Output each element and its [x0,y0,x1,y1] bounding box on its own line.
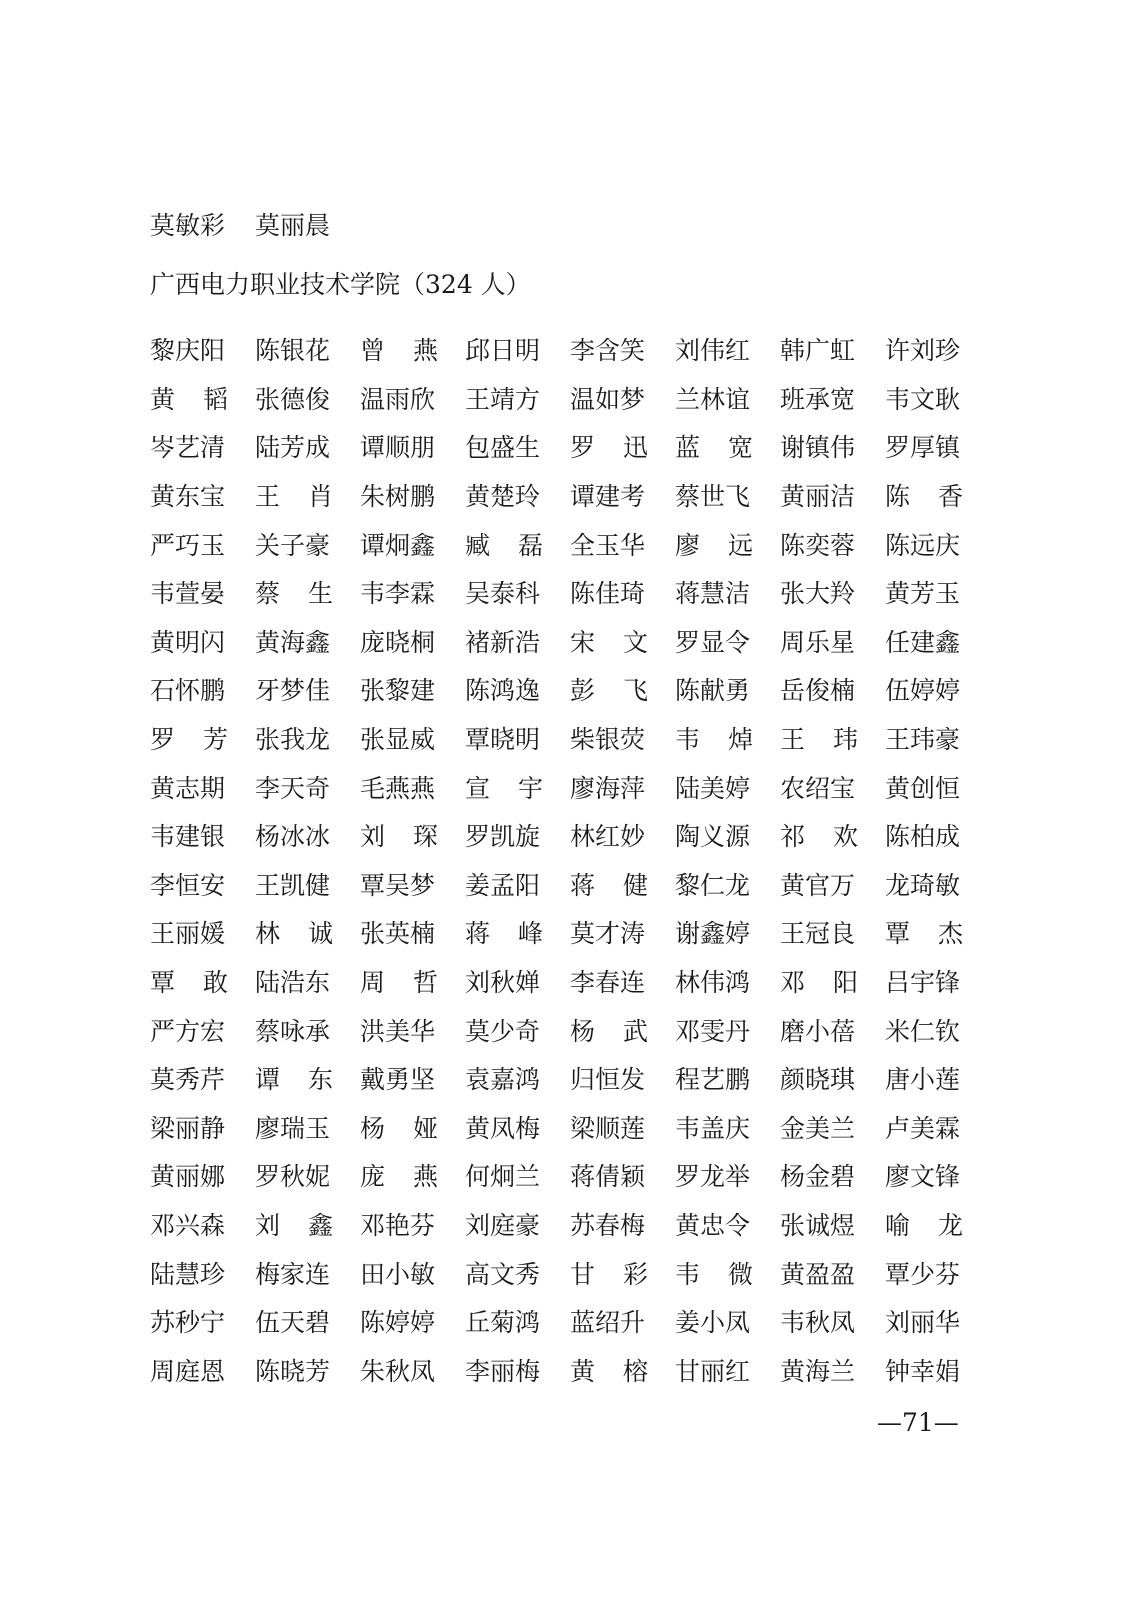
name-row [150,862,970,911]
name-entry: 谭 东 [255,1065,333,1095]
name-entry: 黄丽洁 [780,482,856,512]
name-entry: 卢美霖 [885,1113,961,1143]
name-entry: 黄明闪 [150,627,226,657]
name-entry: 罗秋妮 [255,1162,331,1192]
name-entry: 丘菊鸿 [465,1308,541,1338]
name-entry: 韦建银 [150,822,226,852]
name-entry: 班承宽 [780,384,856,414]
name-entry: 蔡 生 [255,579,333,609]
name-entry: 莫才涛 [570,919,646,949]
name-entry: 颜晓琪 [780,1065,856,1095]
name-entry: 邓兴森 [150,1210,226,1240]
name-entry: 陈银花 [255,336,331,366]
name-entry: 黄志期 [150,773,226,803]
name-row [150,1347,970,1396]
name-entry: 陈 香 [885,482,963,512]
name-entry: 邓雯丹 [675,1016,751,1046]
name-entry: 覃 杰 [885,919,963,949]
name-entry: 黄官万 [780,870,856,900]
name-entry: 归恒发 [570,1065,646,1095]
name-entry: 包盛生 [465,433,541,463]
name-entry: 邓艳芬 [360,1210,436,1240]
name-row [150,521,970,570]
name-entry: 陆慧珍 [150,1259,226,1289]
name-entry: 刘 鑫 [255,1210,333,1240]
name-entry: 黄凤梅 [465,1113,541,1143]
names-grid [150,327,970,1396]
name-entry: 温如梦 [570,384,646,414]
name-entry: 罗 芳 [150,725,228,755]
name-row [150,667,970,716]
name-entry: 岑艺清 [150,433,226,463]
name-entry: 谭建考 [570,482,646,512]
name-entry: 钟幸娟 [885,1356,961,1386]
name-entry: 覃 敢 [150,968,228,998]
name-entry: 伍天碧 [255,1308,331,1338]
name-entry: 苏秒宁 [150,1308,226,1338]
name-entry: 张黎建 [360,676,436,706]
name-entry: 罗凯旋 [465,822,541,852]
name-row [150,1007,970,1056]
name-row [150,619,970,668]
name-entry: 韦 焯 [675,725,753,755]
name-entry: 程艺鹏 [675,1065,751,1095]
name-entry: 高文秀 [465,1259,541,1289]
name-entry: 梁丽静 [150,1113,226,1143]
name-entry: 唐小莲 [885,1065,961,1095]
name-entry: 谭顺朋 [360,433,436,463]
name-entry: 王 肖 [255,482,333,512]
name-entry: 林伟鸿 [675,968,751,998]
page-number: —71— [877,1408,959,1437]
name-entry: 杨 武 [570,1016,648,1046]
name-row [150,910,970,959]
name-entry: 蔡世飞 [675,482,751,512]
name-entry: 周 哲 [360,968,438,998]
name-entry: 甘 彩 [570,1259,648,1289]
name-entry: 韦 微 [675,1259,753,1289]
name-entry: 陈佳琦 [570,579,646,609]
name-entry: 庞 燕 [360,1162,438,1192]
name-row [150,1105,970,1154]
name-entry: 吴泰科 [465,579,541,609]
name-entry: 黄忠令 [675,1210,751,1240]
name-entry: 李丽梅 [465,1356,541,1386]
name-row [150,424,970,473]
name-row [150,1299,970,1348]
name-entry: 磨小蓓 [780,1016,856,1046]
name-entry: 韦李霖 [360,579,436,609]
name-row [150,1153,970,1202]
name-entry: 陈鸿逸 [465,676,541,706]
name-entry: 关子豪 [255,530,331,560]
name-entry: 全玉华 [570,530,646,560]
name-entry: 臧 磊 [465,530,543,560]
name-entry: 王靖方 [465,384,541,414]
name-entry: 王 玮 [780,725,858,755]
name-entry: 周乐星 [780,627,856,657]
name-entry: 蒋慧洁 [675,579,751,609]
name-entry: 王丽媛 [150,919,226,949]
name-entry: 朱树鹏 [360,482,436,512]
name-entry: 李春连 [570,968,646,998]
name-entry: 王玮豪 [885,725,961,755]
name-entry: 莫少奇 [465,1016,541,1046]
name-entry: 黄创恒 [885,773,961,803]
previous-names-line [150,211,330,241]
name-row [150,813,970,862]
name-entry: 兰林谊 [675,384,751,414]
name-entry: 林红妙 [570,822,646,852]
name-entry: 祁 欢 [780,822,858,852]
name-entry: 张德俊 [255,384,331,414]
name-row [150,959,970,1008]
name-entry: 庞晓桐 [360,627,436,657]
name-entry: 宣 宇 [465,773,543,803]
name-entry: 农绍宝 [780,773,856,803]
name-entry: 田小敏 [360,1259,436,1289]
name-row [150,327,970,376]
name-entry: 谭炯鑫 [360,530,436,560]
name-entry: 黄盈盈 [780,1259,856,1289]
name-entry: 彭 飞 [570,676,648,706]
name-entry: 陈婷婷 [360,1308,436,1338]
name-entry: 黄海鑫 [255,627,331,657]
name-entry: 梅家连 [255,1259,331,1289]
name-entry: 刘伟红 [675,336,751,366]
name-entry: 李天奇 [255,773,331,803]
name-entry: 蒋 健 [570,870,648,900]
name-entry: 罗显令 [675,627,751,657]
name-entry: 黄楚玲 [465,482,541,512]
name-row [150,716,970,765]
name-entry: 黎庆阳 [150,336,226,366]
name-entry: 黄芳玉 [885,579,961,609]
name-entry: 米仁钦 [885,1016,961,1046]
name-entry: 陆浩东 [255,968,331,998]
name-entry: 朱秋凤 [360,1356,436,1386]
name-entry: 黄丽娜 [150,1162,226,1192]
name-entry: 张显威 [360,725,436,755]
name-entry: 苏春梅 [570,1210,646,1240]
name-entry: 杨金碧 [780,1162,856,1192]
name-entry: 陆芳成 [255,433,331,463]
name-entry: 何炯兰 [465,1162,541,1192]
name-row [150,376,970,425]
name-entry: 毛燕燕 [360,773,436,803]
name-entry: 王冠良 [780,919,856,949]
name-entry: 陈远庆 [885,530,961,560]
name-entry: 韦萱晏 [150,579,226,609]
name-row [150,764,970,813]
name-entry: 张英楠 [360,919,436,949]
name-entry: 姜小凤 [675,1308,751,1338]
name-entry: 蓝绍升 [570,1308,646,1338]
name-entry: 甘丽红 [675,1356,751,1386]
name-entry: 任建鑫 [885,627,961,657]
name-entry: 韦文耿 [885,384,961,414]
name-entry: 谢鑫婷 [675,919,751,949]
name-entry: 袁嘉鸿 [465,1065,541,1095]
name-entry: 蔡咏承 [255,1016,331,1046]
name-entry: 张大羚 [780,579,856,609]
name-entry: 蒋倩颖 [570,1162,646,1192]
name-entry: 刘庭豪 [465,1210,541,1240]
name-entry: 李恒安 [150,870,226,900]
name-entry: 覃吴梦 [360,870,436,900]
name-entry: 蓝 宽 [675,433,753,463]
name-entry: 罗厚镇 [885,433,961,463]
name-entry: 戴勇坚 [360,1065,436,1095]
name-entry: 覃晓明 [465,725,541,755]
name-entry: 杨 娅 [360,1113,438,1143]
name-entry: 杨冰冰 [255,822,331,852]
name-row [150,1250,970,1299]
name-entry: 陶义源 [675,822,751,852]
name-entry: 张诚煜 [780,1210,856,1240]
name-entry: 李含笑 [570,336,646,366]
name-entry: 林 诚 [255,919,333,949]
name-entry: 曾 燕 [360,336,438,366]
name-entry: 岳俊楠 [780,676,856,706]
name-entry: 喻 龙 [885,1210,963,1240]
name-entry: 邓 阳 [780,968,858,998]
name-entry: 韩广虹 [780,336,856,366]
name-entry: 莫秀芹 [150,1065,226,1095]
name-entry: 陆美婷 [675,773,751,803]
name-entry: 吕宇锋 [885,968,961,998]
section-heading: 广西电力职业技术学院（324 人） [150,270,531,299]
name-entry: 王凯健 [255,870,331,900]
name-entry: 陈柏成 [885,822,961,852]
name-entry: 蒋 峰 [465,919,543,949]
name-entry: 廖海萍 [570,773,646,803]
name-entry: 莫丽晨 [255,211,331,240]
name-entry: 黄东宝 [150,482,226,512]
name-entry: 邱日明 [465,336,541,366]
name-entry: 陈献勇 [675,676,751,706]
name-entry: 黄 韬 [150,384,228,414]
name-entry: 廖文锋 [885,1162,961,1192]
name-entry: 严巧玉 [150,530,226,560]
name-entry: 洪美华 [360,1016,436,1046]
name-entry: 黄 榕 [570,1356,648,1386]
name-entry: 罗龙举 [675,1162,751,1192]
name-entry: 刘秋婵 [465,968,541,998]
name-entry: 谢镇伟 [780,433,856,463]
name-entry: 龙琦敏 [885,870,961,900]
name-entry: 覃少芬 [885,1259,961,1289]
name-entry: 温雨欣 [360,384,436,414]
name-entry: 罗 迅 [570,433,648,463]
name-entry: 陈晓芳 [255,1356,331,1386]
name-entry: 周庭恩 [150,1356,226,1386]
name-entry: 许刘珍 [885,336,961,366]
name-entry: 褚新浩 [465,627,541,657]
name-row [150,473,970,522]
name-entry: 宋 文 [570,627,648,657]
name-entry: 严方宏 [150,1016,226,1046]
name-row [150,1202,970,1251]
name-entry: 柴银荧 [570,725,646,755]
name-entry: 韦盖庆 [675,1113,751,1143]
name-row [150,1056,970,1105]
name-entry: 黄海兰 [780,1356,856,1386]
name-entry: 黎仁龙 [675,870,751,900]
name-entry: 刘 琛 [360,822,438,852]
name-entry: 金美兰 [780,1113,856,1143]
name-entry: 石怀鹏 [150,676,226,706]
name-row [150,570,970,619]
name-entry: 廖 远 [675,530,753,560]
name-entry: 莫敏彩 [150,211,226,240]
name-entry: 姜孟阳 [465,870,541,900]
name-entry: 韦秋凤 [780,1308,856,1338]
name-entry: 廖瑞玉 [255,1113,331,1143]
name-entry: 梁顺莲 [570,1113,646,1143]
name-entry: 张我龙 [255,725,331,755]
name-entry: 牙梦佳 [255,676,331,706]
name-entry: 伍婷婷 [885,676,961,706]
name-entry: 陈奕蓉 [780,530,856,560]
name-entry: 刘丽华 [885,1308,961,1338]
